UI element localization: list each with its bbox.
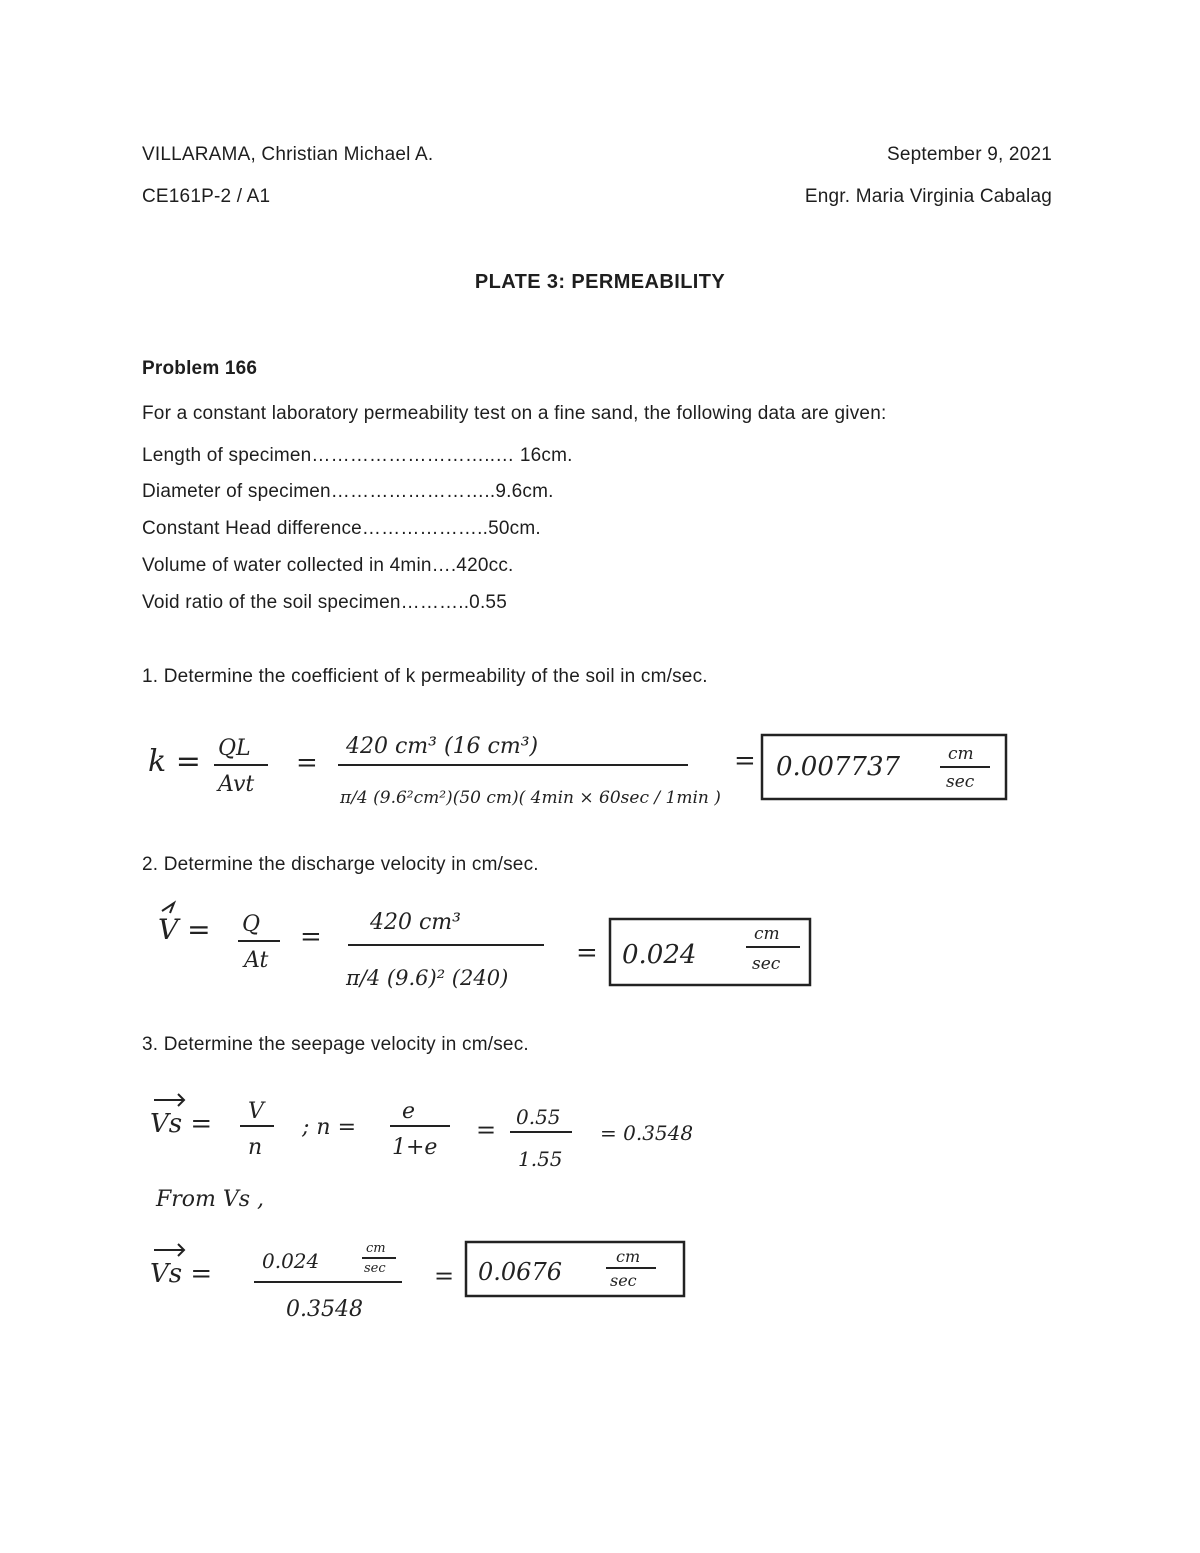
denominator-value: 0.3548: [286, 1297, 363, 1322]
answer-value: 0.024: [622, 940, 697, 970]
equals-sign: =: [300, 922, 322, 952]
instructor: Engr. Maria Virginia Cabalag: [804, 186, 1052, 207]
data-line: Volume of water collected in 4min….420cc.: [142, 555, 514, 576]
v-label: V =: [158, 913, 211, 946]
solution-3-handwritten: [140, 1076, 740, 1336]
formula-denominator: n: [248, 1135, 263, 1160]
unit-numerator: cm: [754, 924, 780, 944]
from-vs: From Vs ,: [156, 1187, 265, 1212]
question-1: 1. Determine the coefficient of k permeability of the soil in cm/sec.: [142, 666, 708, 687]
problem-heading: Problem 166: [142, 358, 258, 379]
data-line: Length of specimen………………………..… 16cm.: [142, 445, 573, 466]
date: September 9, 2021: [886, 144, 1052, 165]
vector-arrow: [154, 1244, 184, 1256]
formula-numerator: Q: [242, 912, 261, 937]
solution-1-handwritten: [140, 703, 1058, 833]
n-definition: ; n =: [302, 1115, 357, 1140]
unit-denominator: sec: [752, 954, 781, 974]
unit-denominator: sec: [610, 1271, 637, 1290]
vector-arrow: [162, 903, 174, 913]
data-line: Diameter of specimen……………………..9.6cm.: [142, 481, 554, 502]
n-denominator: 1+e: [392, 1135, 438, 1160]
equals-sign: =: [576, 938, 598, 968]
course-section: CE161P-2 / A1: [142, 186, 271, 207]
formula-denominator: Avt: [218, 772, 255, 797]
data-line: Void ratio of the soil specimen………..0.55: [142, 592, 507, 613]
vs-label: Vs =: [150, 1259, 213, 1289]
answer-value: 0.007737: [776, 752, 901, 782]
student-name: VILLARAMA, Christian Michael A.: [142, 144, 434, 165]
equals-sign: =: [434, 1262, 455, 1290]
denominator-text: π/4 (9.6²cm²)(50 cm)( 4min × 60sec / 1min ): [340, 788, 721, 808]
void-denominator: 1.55: [518, 1147, 563, 1171]
numerator-text: 420 cm³: [370, 910, 461, 935]
vector-arrow: [154, 1094, 184, 1106]
equals-sign: =: [476, 1116, 497, 1144]
page-title: PLATE 3: PERMEABILITY: [474, 271, 726, 293]
solution-2-handwritten: [140, 893, 838, 1016]
question-2: 2. Determine the discharge velocity in cm/sec.: [142, 854, 539, 875]
numerator-value: 0.024: [262, 1249, 320, 1273]
k-label: k =: [148, 744, 201, 779]
equals-sign: =: [296, 748, 318, 778]
formula-denominator: At: [244, 948, 269, 973]
n-numerator: e: [402, 1099, 416, 1124]
denominator-text: π/4 (9.6)² (240): [346, 966, 509, 990]
data-line: Constant Head difference………………..50cm.: [142, 518, 541, 539]
void-numerator: 0.55: [516, 1105, 561, 1129]
unit-numerator: cm: [948, 744, 974, 764]
unit-denominator: sec: [946, 772, 975, 792]
equals-sign: =: [734, 746, 756, 776]
unit-denominator: sec: [364, 1261, 386, 1276]
question-3: 3. Determine the seepage velocity in cm/sec.: [142, 1034, 529, 1055]
vs-label: Vs =: [150, 1109, 213, 1139]
porosity-value: = 0.3548: [600, 1121, 694, 1145]
unit-numerator: cm: [366, 1241, 386, 1256]
answer-value: 0.0676: [478, 1258, 562, 1286]
numerator-text: 420 cm³ (16 cm³): [346, 734, 539, 759]
formula-numerator: V: [248, 1099, 264, 1124]
problem-intro: For a constant laboratory permeability test on a fine sand, the following data are given:: [142, 403, 887, 424]
formula-numerator: QL: [218, 736, 251, 761]
unit-numerator: cm: [616, 1247, 641, 1266]
